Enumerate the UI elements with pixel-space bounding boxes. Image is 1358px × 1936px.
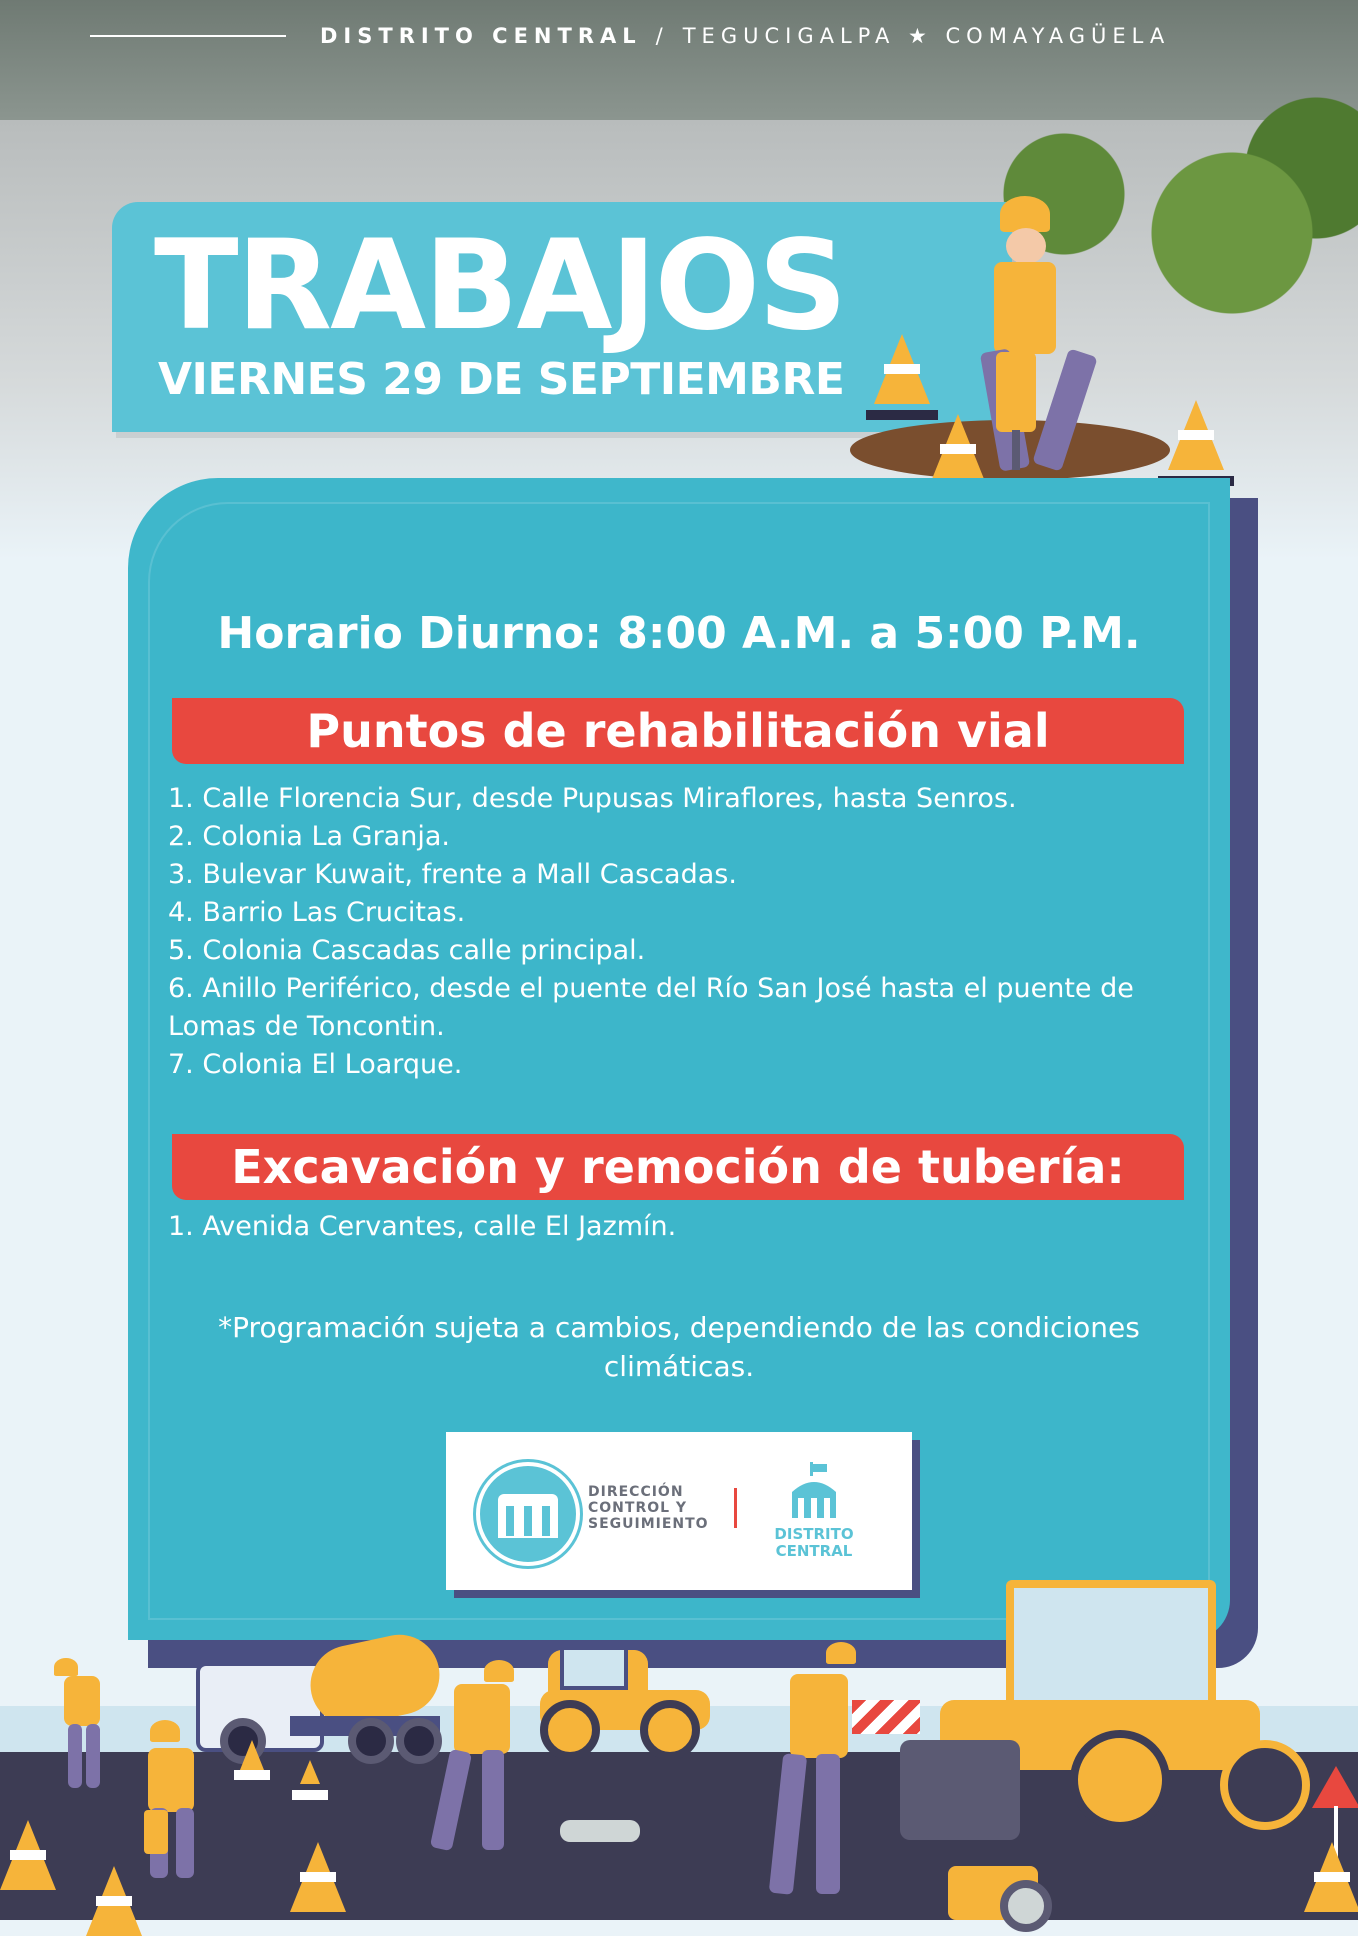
cities-text: TEGUCIGALPA ★ COMAYAGÜELA <box>682 24 1171 48</box>
barrier-icon <box>852 1700 920 1734</box>
excavation-list <box>168 1208 1178 1246</box>
list-item: 1. Calle Florencia Sur, desde Pupusas Miraflores, hasta Senros. <box>168 783 1017 814</box>
brand-text: DISTRITO CENTRAL <box>320 24 642 48</box>
rehabilitation-list <box>168 780 1178 1084</box>
list-item: 4. Barrio Las Crucitas. <box>168 897 466 928</box>
list-item: 7. Colonia El Loarque. <box>168 1049 463 1080</box>
traffic-cone-icon <box>0 1820 56 1890</box>
logo-divider <box>734 1488 737 1528</box>
traffic-cone-icon <box>86 1866 142 1936</box>
list-item: 2. Colonia La Granja. <box>168 821 450 852</box>
list-item: 3. Bulevar Kuwait, frente a Mall Cascadas. <box>168 859 737 890</box>
direccion-line: DIRECCIÓN <box>588 1484 684 1500</box>
traffic-cone-icon <box>1168 400 1224 470</box>
traffic-cone-icon <box>290 1842 346 1912</box>
top-bar-line <box>90 35 286 37</box>
page-title: TRABAJOS <box>154 214 846 358</box>
direccion-seal-icon <box>476 1462 580 1566</box>
traffic-cone-icon <box>1304 1842 1358 1912</box>
top-bar <box>90 18 1320 54</box>
distrito-central-building-icon <box>784 1462 844 1522</box>
section-heading-rehabilitation: Puntos de rehabilitación vial <box>172 698 1184 764</box>
traffic-cone-icon <box>874 334 930 404</box>
list-item: 6. Anillo Periférico, desde el puente del Río San José hasta el puente de Lomas de Toncontin. <box>168 973 1134 1042</box>
section-heading-excavation: Excavación y remoción de tubería: <box>172 1134 1184 1200</box>
jackhammer-icon <box>996 352 1036 432</box>
logo-card <box>446 1432 912 1590</box>
direccion-logo-text <box>588 1484 709 1532</box>
direccion-line: SEGUIMIENTO <box>588 1516 709 1532</box>
list-item: 5. Colonia Cascadas calle principal. <box>168 935 646 966</box>
helmet-icon <box>1000 196 1050 232</box>
worker-vest <box>994 262 1056 354</box>
warning-sign-icon <box>1312 1766 1358 1808</box>
distrito-line: DISTRITO <box>774 1525 854 1543</box>
page-date: VIERNES 29 DE SEPTIEMBRE <box>158 354 845 405</box>
distrito-central-logo-text <box>764 1526 864 1560</box>
distrito-line: CENTRAL <box>775 1542 853 1560</box>
list-item: 1. Avenida Cervantes, calle El Jazmín. <box>168 1211 677 1242</box>
disclaimer-note: *Programación sujeta a cambios, dependiendo de las condiciones climáticas. <box>218 1311 1140 1383</box>
traffic-cone-icon <box>240 1740 264 1770</box>
traffic-cone-icon <box>930 414 986 484</box>
traffic-cone-icon <box>300 1760 320 1784</box>
direccion-line: CONTROL Y <box>588 1500 688 1516</box>
schedule-text: Horario Diurno: 8:00 A.M. a 5:00 P.M. <box>217 608 1141 659</box>
separator-text: / <box>655 24 669 48</box>
